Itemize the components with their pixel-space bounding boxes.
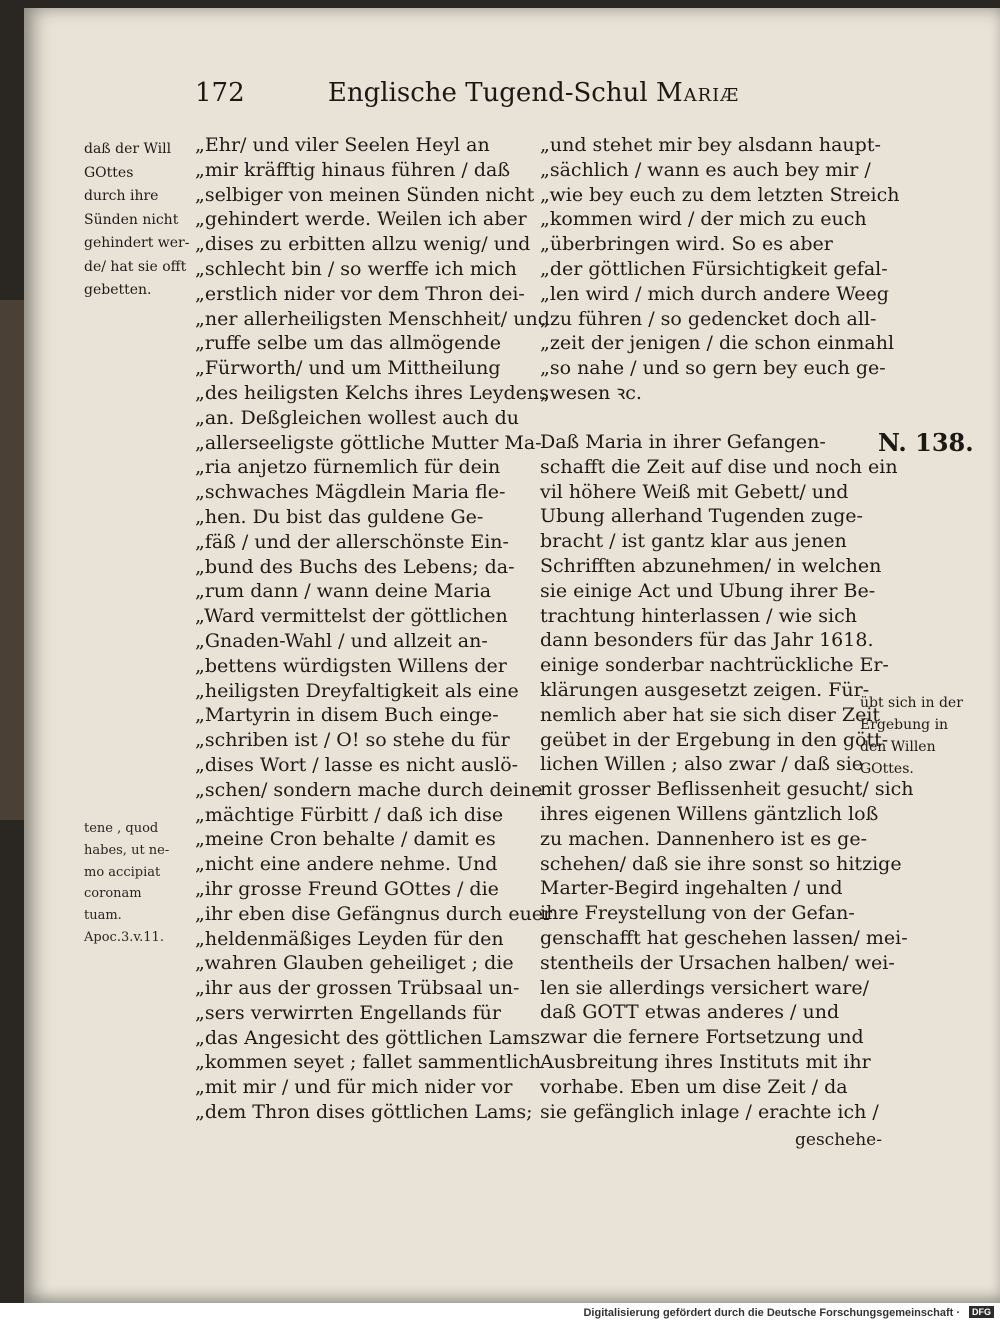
running-title: Englische Tugend-Schul — [327, 78, 648, 108]
text-line: nemlich aber hat sie sich diser Zeit — [540, 703, 881, 726]
text-line: daß der Will — [84, 141, 172, 157]
text-line: „sächlich / wann es auch bey mir / — [540, 158, 871, 181]
text-line: Ergebung in — [860, 717, 949, 733]
text-line: „ihr eben dise Gefängnus durch euer — [195, 902, 553, 925]
text-line: „Ward vermittelst der göttlichen — [195, 605, 508, 628]
page-header — [195, 78, 739, 108]
text-line: geübet in der Ergebung in den gött- — [540, 728, 889, 751]
footer-bar — [0, 1303, 1000, 1323]
text-line: „wie bey euch zu dem letzten Streich — [540, 183, 900, 206]
text-line: „bettens würdigsten Willens der — [195, 654, 507, 677]
text-line: „schriben ist / O! so stehe du für — [195, 729, 510, 752]
text-column-right-top — [540, 133, 900, 406]
left-sidenote — [84, 138, 189, 303]
text-line: zwar die fernere Fortsetzung und — [540, 1026, 864, 1049]
running-title-suffix: Mariæ — [655, 78, 740, 108]
text-line: „so nahe / und so gern bey euch ge- — [540, 357, 886, 380]
book-edge — [0, 300, 26, 820]
text-line: „schlecht bin / so werffe ich mich — [195, 257, 517, 280]
text-line: „bund des Buchs des Lebens; da- — [195, 555, 515, 578]
text-line: tene , quod — [84, 821, 159, 836]
left-margin-quote — [84, 818, 169, 949]
text-line: stentheils der Ursachen halben/ wei- — [540, 951, 895, 974]
text-line: mo accipiat — [84, 864, 161, 880]
text-line: Marter-Begird ingehalten / und — [540, 877, 843, 900]
text-line: habes, ut ne- — [84, 842, 170, 858]
text-line: „Martyrin in disem Buch einge- — [195, 704, 499, 727]
text-line: coronam — [84, 886, 142, 902]
text-line: „ruffe selbe um das allmögende — [195, 332, 502, 355]
text-line: dann besonders für das Jahr 1618. — [540, 629, 874, 652]
text-line: „kommen wird / der mich zu euch — [540, 208, 867, 231]
text-line: vil höhere Weiß mit Gebett/ und — [540, 480, 849, 503]
text-line: „Gnaden-Wahl / und allzeit an- — [195, 629, 488, 652]
text-column-right-bottom — [540, 430, 914, 1124]
text-line: „ria anjetzo fürnemlich für dein — [195, 456, 501, 479]
section-number: N. 138. — [878, 428, 974, 457]
text-line: Sünden nicht — [84, 211, 179, 228]
text-line: „sers verwirrten Engellands für — [195, 1001, 501, 1024]
text-line: Ausbreitung ihres Instituts mit ihr — [540, 1050, 871, 1073]
text-line: „überbringen wird. So es aber — [540, 233, 833, 256]
text-line: „an. Deßgleichen wollest auch du — [195, 406, 520, 429]
text-line: de/ hat sie offt — [84, 258, 187, 275]
text-column-left — [195, 133, 552, 1125]
text-line: zu machen. Dannenhero ist es ge- — [540, 827, 867, 850]
text-line: gehindert wer- — [84, 235, 190, 251]
text-line: „hen. Du bist das guldene Ge- — [195, 505, 484, 528]
text-line: „dem Thron dises göttlichen Lams; — [195, 1101, 533, 1124]
text-line: schafft die Zeit auf dise und noch ein — [540, 455, 898, 478]
text-line: „meine Cron behalte / damit es — [195, 828, 496, 851]
text-line: „heiligsten Dreyfaltigkeit als eine — [195, 679, 519, 702]
text-line: lichen Willen ; also zwar / daß sie — [540, 753, 864, 776]
text-line: „schwaches Mägdlein Maria fle- — [195, 481, 506, 504]
text-line: ihre Freystellung von der Gefan- — [540, 902, 855, 925]
text-line: „und stehet mir bey alsdann haupt- — [540, 134, 881, 156]
text-line: den Willen — [860, 739, 936, 755]
text-line: Schrifften abzunehmen/ in welchen — [540, 554, 882, 577]
text-line: „mächtige Fürbitt / daß ich dise — [195, 803, 504, 826]
text-line: trachtung hinterlassen / wie sich — [540, 604, 857, 627]
text-line: sie gefänglich inlage / erachte ich / — [540, 1100, 879, 1123]
text-line: „schen/ sondern mache durch deine — [195, 778, 543, 801]
text-line: daß GOTT etwas anderes / und — [540, 1001, 840, 1024]
text-line: Daß Maria in ihrer Gefangen- — [540, 431, 826, 453]
text-line: tuam. — [84, 908, 122, 924]
text-line: „dises zu erbitten allzu wenig/ und — [195, 233, 531, 256]
text-line: mit grosser Beflissenheit gesucht/ sich — [540, 778, 914, 801]
text-line: gebetten. — [84, 282, 152, 298]
text-line: „Ehr/ und viler Seelen Heyl an — [195, 134, 490, 156]
text-line: „erstlich nider vor dem Thron dei- — [195, 282, 525, 305]
text-line: GOttes — [84, 164, 134, 181]
text-line: Ubung allerhand Tugenden zuge- — [540, 505, 863, 528]
text-line: „kommen seyet ; fallet sammentlich — [195, 1051, 542, 1074]
text-line: „ihr aus der grossen Trübsaal un- — [195, 977, 520, 1000]
text-line: schehen/ daß sie ihre sonst so hitzige — [540, 852, 902, 875]
text-line: „rum dann / wann deine Maria — [195, 580, 492, 603]
text-line: Apoc.3.v.11. — [84, 929, 164, 945]
text-line: „ihr grosse Freund GOttes / die — [195, 877, 499, 900]
text-line: „mit mir / und für mich nider vor — [195, 1076, 513, 1099]
text-line: len sie allerdings versichert ware/ — [540, 976, 870, 999]
text-line: übt sich in der — [860, 695, 963, 711]
text-line: „len wird / mich durch andere Weeg — [540, 282, 889, 305]
text-line: „wesen ꝛc. — [540, 381, 642, 404]
text-line: „zeit der jenigen / die schon einmahl — [540, 332, 895, 355]
dfg-logo: DFG — [969, 1306, 994, 1318]
right-sidenote — [860, 692, 963, 780]
text-line: ihres eigenen Willens gäntzlich loß — [540, 802, 879, 825]
text-line: „der göttlichen Fürsichtigkeit gefal- — [540, 257, 888, 280]
text-line: „zu führen / so gedencket doch all- — [540, 307, 877, 330]
text-line: vorhabe. Eben um dise Zeit / da — [540, 1075, 848, 1098]
text-line: klärungen ausgesetzt zeigen. Für- — [540, 678, 870, 701]
footer-credit: Digitalisierung gefördert durch die Deutsche Forschungsgemeinschaft · — [583, 1307, 960, 1319]
text-line: durch ihre — [84, 188, 159, 204]
text-line: „dises Wort / lasse es nicht auslö- — [195, 753, 519, 776]
text-line: „das Angesicht des göttlichen Lams — [195, 1026, 541, 1049]
text-line: „selbiger von meinen Sünden nicht — [195, 183, 535, 206]
text-line: „gehindert werde. Weilen ich aber — [195, 208, 527, 231]
page-number: 172 — [195, 78, 245, 108]
text-line: bracht / ist gantz klar aus jenen — [540, 530, 847, 553]
text-line: genschafft hat geschehen lassen/ mei- — [540, 926, 908, 949]
text-line: „mir kräfftig hinaus führen / daß — [195, 158, 511, 181]
text-line: GOttes. — [860, 761, 914, 777]
text-line: „des heiligsten Kelchs ihres Leydens — [195, 381, 549, 404]
text-line: „allerseeligste göttliche Mutter Ma- — [195, 431, 542, 454]
text-line: „fäß / und der allerschönste Ein- — [195, 530, 509, 553]
text-line: sie einige Act und Ubung ihrer Be- — [540, 579, 876, 602]
text-line: „heldenmäßiges Leyden für den — [195, 927, 504, 950]
text-line: „nicht eine andere nehme. Und — [195, 853, 498, 876]
text-line: „Fürworth/ und um Mittheilung — [195, 357, 501, 380]
text-line: „ner allerheiligsten Menschheit/ und — [195, 307, 550, 330]
text-line: „wahren Glauben geheiliget ; die — [195, 952, 514, 975]
catchword: geschehe- — [795, 1130, 882, 1150]
text-line: einige sonderbar nachtrückliche Er- — [540, 654, 889, 677]
